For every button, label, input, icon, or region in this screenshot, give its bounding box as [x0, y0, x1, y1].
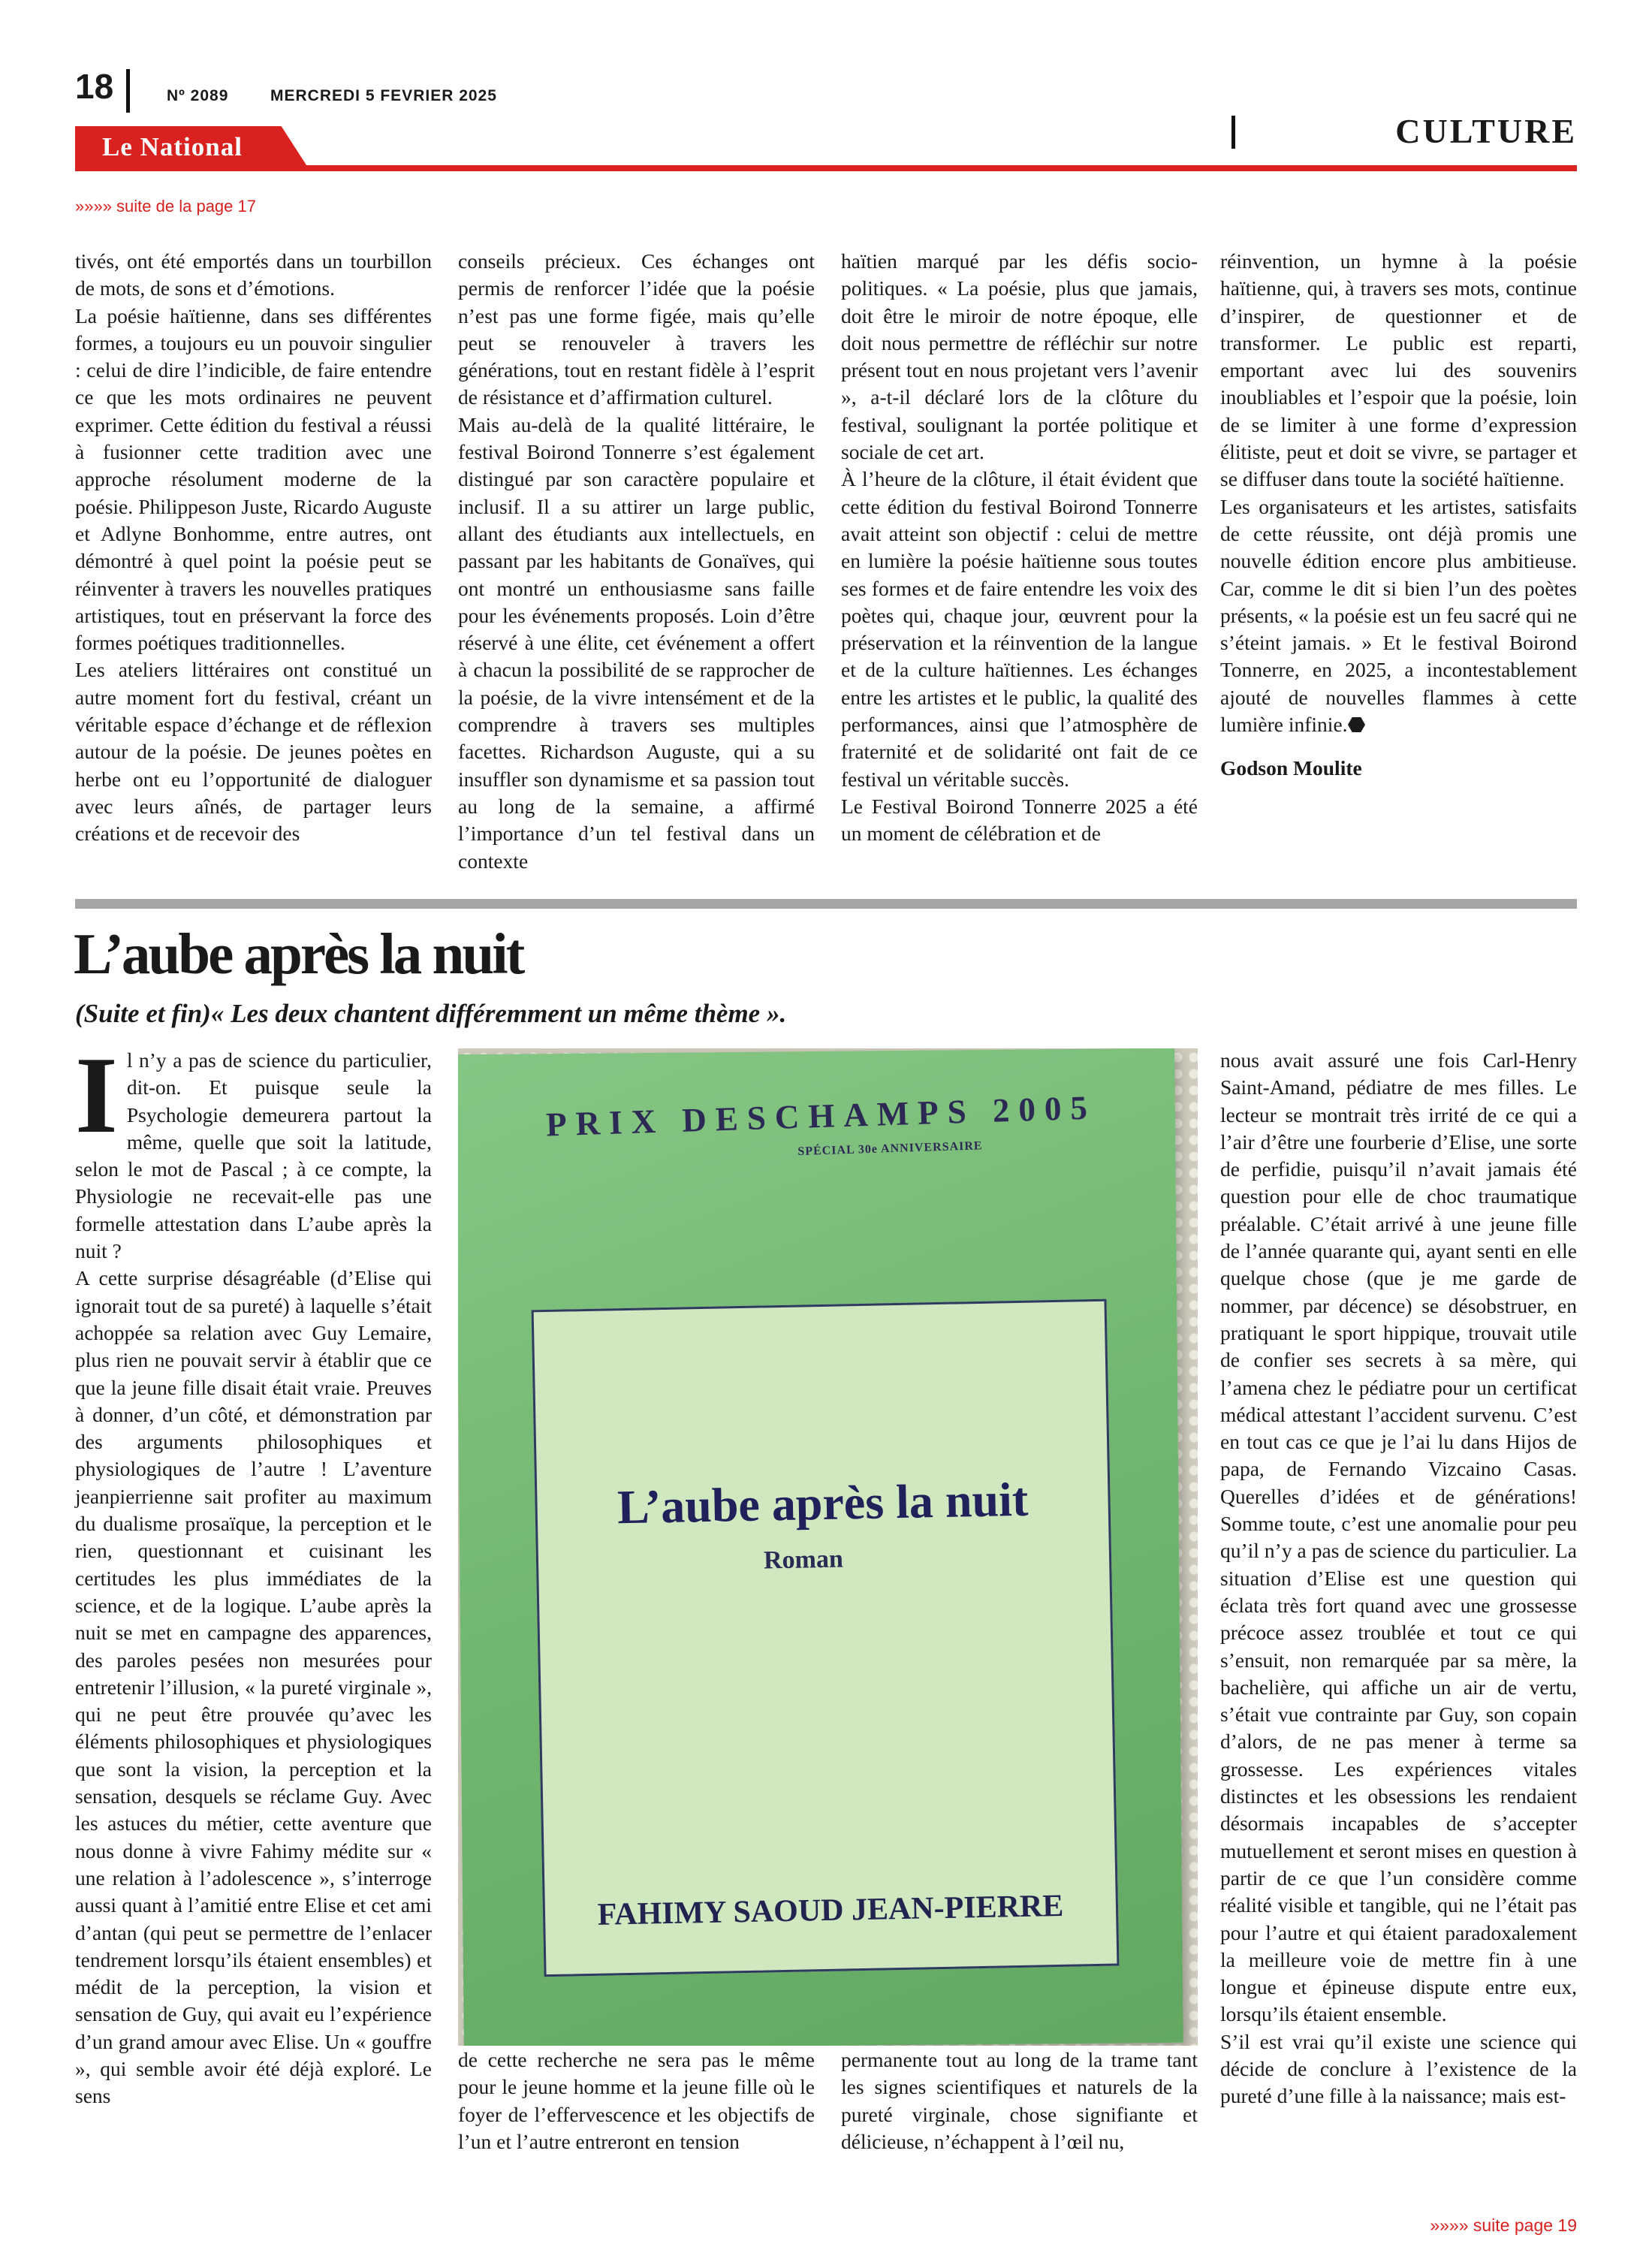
continued-to-note: »»»» suite page 19: [1430, 2215, 1577, 2235]
page-number-divider: [126, 69, 130, 113]
paragraph: permanente tout au long de la trame tant les signes scientifiques et naturels de la pureté virginale, chose signifiante et délicieuse, n’échappent à l’œil nu,: [841, 2048, 1198, 2153]
author-signature: Godson Moulite: [1220, 756, 1362, 780]
paragraph: haïtien marqué par les défis socio-politiques. « La poésie, plus que jamais, doit être le miroir de notre époque, elle doit nous permettre de réfléchir sur notre présent tout en nous projetant vers l’avenir », a-t-il déclaré lors de la clôture du festival, soulignant la portée politique et sociale de cet art.: [841, 249, 1198, 464]
paragraph: Le Festival Boirond Tonnerre 2025 a été un moment de célébration et de: [841, 794, 1198, 846]
continued-from-note: »»»» suite de la page 17: [75, 197, 256, 216]
paragraph: nous avait assuré une fois Carl-Henry Saint-Amand, pédiatre de mes filles. Le lecteur se montrait très irrité de ce qui a l’air d’être une fourberie d’Elise, une sorte de perfidie, puisqu’il n’avait jamais été question pour elle de choc traumatique préalable. C’était arrivé à une jeune fille de l’année quarante qui, ayant senti en elle quelque chose (que je me garde de nommer, par décence) se désobstruer, en pratiquant le sport hippique, trouvait utile de confier ses secrets à sa mère, qui l’amena chez le pédiatre pour un certificat médical attestant l’accident survenu. C’est en tout cas ce que je l’ai lu dans Hijos de papa, de Fernando Vizcaino Casas. Querelles d’idées et de générations! Somme toute, c’est une anomalie pour peu qu’il n’y a pas de science du particulier. La situation d’Elise est une question qui éclata très fort quand avec une grossesse précoce assez troublée et tout ce qui s’ensuit, non remarquée par sa mère, la bachelière, qui affiche un air de vertu, s’était vue contrainte par Guy, son copain d’alors, de ne pas mener à terme sa grossesse. Les expériences vitales distinctes et les obsessions les rendaient désormais incapables de s’accepter mutuellement et seront mises en question à partir de ce que l’un considère comme réalité visible et tangible, qui ne l’était pas pour l’autre et qui étaient paradoxalement la meilleure voie de mettre fin à une longue et épineuse dispute entre eux, lorsqu’ils étaient ensemble.: [1220, 1048, 1577, 2026]
paragraph: Il n’y a pas de science du particulier, dit-on. Et puisque seule la Psychologie demeurera partout la même, quelle que soit la latitude, selon le mot de Pascal ; à ce compte, la Physiologie ne recevait-elle pas une formelle attestation dans L’aube après la nuit ?: [75, 1034, 432, 1263]
paragraph: Les ateliers littéraires ont constitué un autre moment fort du festival, créant un véritable espace d’échange et de réflexion autour de la poésie. De jeunes poètes en herbe ont eu l’opportunité de dialoguer avec leurs aînés, de partager leurs créations et de recevoir des: [75, 658, 432, 846]
book-cover: [458, 1048, 1183, 2046]
paragraph: À l’heure de la clôture, il était évident que cette édition du festival Boirond Tonnerre avait atteint son objectif : celui de mettre en lumière la poésie haïtienne sous toutes ses formes et de faire entendre les voix des poètes qui, chaque jour, œuvrent pour la préservation et la réinvention de la langue et de la culture haïtiennes. Les échanges entre les artistes et le public, la qualité des performances, ainsi que l’atmosphère de fraternité et de solidarité ont fait de ce festival un véritable succès.: [841, 467, 1198, 791]
article2-column-3: [841, 2046, 1198, 2155]
paragraph: tivés, ont été emportés dans un tourbillon de mots, de sons et d’émotions.: [75, 249, 432, 300]
book-prize: PRIX DESCHAMPS 2005: [545, 1088, 1097, 1144]
book-cover-photo: [458, 1048, 1198, 2046]
paragraph: S’il est vrai qu’il existe une science qui décide de conclure à l’existence de la pureté d’une fille à la naissance; mais est-: [1220, 2029, 1577, 2108]
paragraph: La poésie haïtienne, dans ses différentes formes, a toujours eu un pouvoir singulier : celui de dire l’indicible, de faire entendre ce que les mots ordinaires ne peuvent exprimer. Cette édition du festival a réussi à fusionner cette tradition avec une approche résolument moderne de la poésie. Philippeson Juste, Ricardo Auguste et Adlyne Bonhomme, entre autres, ont démontré à quel point la poésie peut se réinventer à travers les nouvelles pratiques artistiques, tout en préservant la force des formes poétiques traditionnelles.: [75, 303, 432, 655]
article1-column-1: [75, 248, 432, 848]
paragraph: A cette surprise désagréable (d’Elise qui ignorait tout de sa pureté) à laquelle s’était achoppée sa relation avec Guy Lemaire, plus rien ne pouvait servir à établir que ce que la jeune fille disait était vraie. Preuves à donner, d’un côté, et démonstration par des arguments philosophiques et physiologiques de l’autre ! L’aventure jeanpierrienne sait profiter au maximum du dualisme prosaïque, la perception et le rien, questionnant et cuisinant les certitudes les plus immédiates de la science, et de la logique. L’aube après la nuit se met en campagne des apparences, des paroles pesées non mesurées pour entretenir l’illusion, « la pureté virginale », qui ne peut être prouvée qu’avec les éléments philosophiques et physiologiques que sont la vision, la perception et la sensation, desquels se réclame Guy. Avec les astuces du métier, cette aventure que nous donne à vivre Fahimy médite sur « une relation à l’adolescence », s’interroge aussi quant à l’amitié entre Elise et cet ami d’antan (qui peut se permettre de l’enlacer tendrement lorsqu’ils étaient ensembles) et médit de la perception, la vision et sensation de Guy, qui avait eu l’expérience d’un grand amour avec Elise. Un « gouffre », qui semble avoir été déjà exploré. Le sens: [75, 1266, 432, 2108]
article1-column-4: [1220, 248, 1577, 783]
article2-column-1: [75, 1034, 432, 2110]
book-title: L’aube après la nuit: [616, 1472, 1029, 1534]
article2-column-2: [458, 2046, 815, 2155]
section-divider: [1231, 116, 1235, 149]
article2-column-4: [1220, 1047, 1577, 2110]
article-divider: [75, 899, 1577, 909]
page-number: 18: [75, 67, 114, 106]
header-rule: [75, 165, 1577, 171]
paragraph: Mais au-delà de la qualité littéraire, le festival Boirond Tonnerre s’est également distingué par son caractère populaire et inclusif. Il a su attirer un large public, allant des étudiants aux intellectuels, en passant par les habitants de Gonaïves, qui ont montré un enthousiasme sans faille pour les événements proposés. Loin d’être réservé à une élite, cet événement a offert à chacun la possibilité de se rapprocher de la poésie, de la vivre intensément et de la comprendre à travers ses multiples facettes. Richardson Auguste, qui a su insuffler son dynamisme et sa passion tout au long de la semaine, a affirmé l’importance d’un tel festival dans un contexte: [458, 412, 815, 873]
article-headline: L’aube après la nuit: [74, 921, 523, 986]
issue-number: Nº 2089: [167, 87, 229, 104]
drop-cap: I: [75, 1034, 118, 1156]
section-title: CULTURE: [1395, 112, 1577, 150]
article1-column-3: [841, 248, 1198, 848]
book-anniversary: SPÉCIAL 30e ANNIVERSAIRE: [797, 1139, 983, 1159]
article-subhead: (Suite et fin)« Les deux chantent différemment un même thème ».: [75, 999, 787, 1028]
book-author: FAHIMY SAOUD JEAN-PIERRE: [597, 1888, 1064, 1932]
paragraph: réinvention, un hymne à la poésie haïtienne, qui, à travers ses mots, continue d’inspirer, de questionner et de transformer. Le public est reparti, emportant avec lui des souvenirs inoubliables et l’espoir que la poésie, loin de se limiter à une forme d’expression élitiste, peut et doit se vivre, se partager et se diffuser dans toute la société haïtienne.: [1220, 249, 1577, 491]
book-title-panel: [532, 1299, 1120, 1977]
book-genre: Roman: [763, 1545, 844, 1575]
article1-column-2: [458, 248, 815, 875]
issue-date: MERCREDI 5 FEVRIER 2025: [270, 87, 497, 104]
paragraph: Les organisateurs et les artistes, satisfaits de cette réussite, ont déjà promis une nouvelle édition encore plus ambitieuse. Car, comme le dit si bien l’un des poètes présents, « la poésie est un feu sacré qui ne s’éteint jamais. » Et le festival Boirond Tonnerre, en 2025, a incontestablement ajouté de nouvelles flammes à cette lumière infinie.⬣: [1220, 494, 1577, 737]
paragraph: conseils précieux. Ces échanges ont permis de renforcer l’idée que la poésie n’est pas une forme figée, mais qu’elle peut se renouveler à travers les générations, tout en restant fidèle à l’esprit de résistance et d’affirmation culturel.: [458, 249, 815, 409]
paragraph: de cette recherche ne sera pas le même pour le jeune homme et la jeune fille où le foyer de l’effervescence et les objectifs de l’un et l’autre entreront en tension: [458, 2048, 815, 2153]
newspaper-name: Le National: [102, 132, 243, 161]
